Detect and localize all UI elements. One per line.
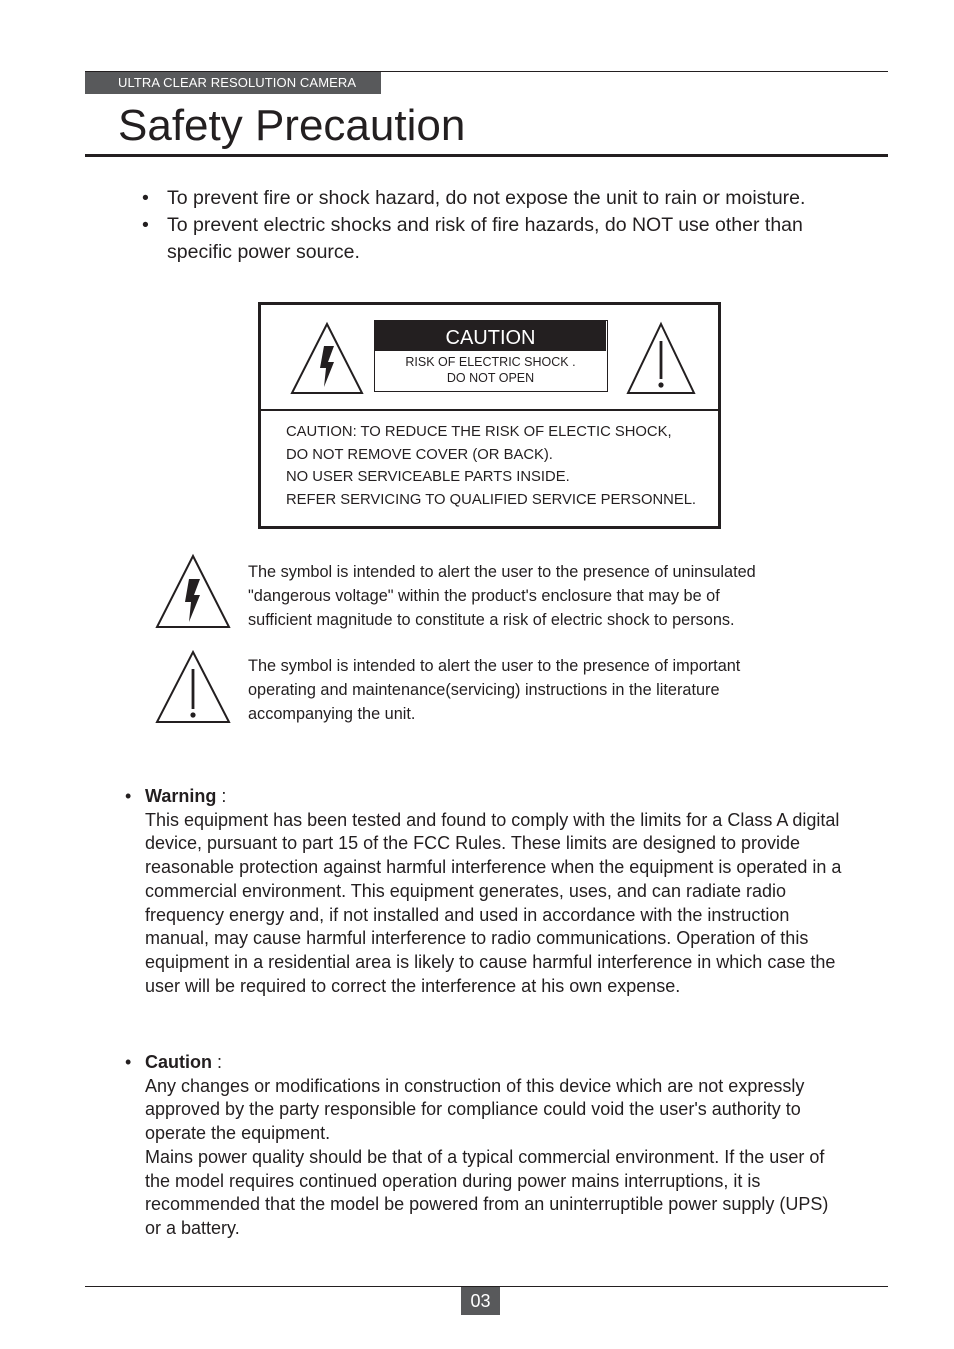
warning-heading-colon: : (216, 786, 227, 806)
warning-body (125, 809, 845, 999)
caution-line: CAUTION: TO REDUCE THE RISK OF ELECTIC SHOCK, (286, 424, 672, 440)
caution-heading-colon: : (212, 1052, 223, 1072)
caution-label (374, 320, 608, 392)
caution-paragraph: Mains power quality should be that of a typical commercial environment. If the user of the model requires continued operation during power mains interruptions, it is recommended that the model be powered from an uninterruptible power supply (UPS) or a battery. (145, 1146, 829, 1238)
caution-box-divider (261, 409, 718, 411)
warning-heading (125, 785, 845, 809)
symbol-line: "dangerous voltage" within the product's enclosure that may be of (248, 587, 720, 605)
intro-list (146, 185, 866, 266)
exclamation-warning-icon (625, 321, 697, 396)
caution-label-subtitle (375, 355, 606, 386)
caution-label-line: RISK OF ELECTRIC SHOCK . (405, 355, 576, 369)
lightning-warning-icon (154, 553, 232, 631)
page-title: Safety Precaution (118, 101, 466, 150)
caution-label-title: CAUTION (375, 321, 606, 351)
warning-section (125, 785, 845, 998)
symbol-line: operating and maintenance(servicing) instructions in the literature (248, 681, 720, 699)
symbol-line: accompanying the unit. (248, 705, 416, 723)
intro-bullet: • To prevent fire or shock hazard, do not expose the unit to rain or moisture. (146, 185, 866, 212)
title-rule (85, 154, 888, 157)
caution-body (125, 1075, 845, 1241)
warning-heading-label: Warning (145, 786, 217, 806)
caution-section (125, 1051, 845, 1241)
symbol-line: The symbol is intended to alert the user to the presence of uninsulated (248, 563, 756, 581)
symbol-description (248, 654, 828, 726)
caution-line: REFER SERVICING TO QUALIFIED SERVICE PERSONNEL. (286, 492, 697, 509)
caution-label-line: DO NOT OPEN (446, 370, 535, 385)
lightning-warning-icon (289, 321, 365, 396)
intro-bullet: • To prevent electric shocks and risk of fire hazards, do NOT use other than specific power source. (146, 212, 866, 266)
caution-line: NO USER SERVICEABLE PARTS INSIDE. (286, 469, 570, 486)
caution-label-box (258, 302, 721, 529)
page-number: 03 (461, 1287, 500, 1315)
caution-heading (125, 1051, 845, 1075)
caution-box-text (286, 421, 716, 512)
caution-line: DO NOT REMOVE COVER (OR BACK). (286, 446, 553, 463)
exclamation-warning-icon (154, 649, 232, 725)
symbol-line: The symbol is intended to alert the user to the presence of important (248, 657, 741, 675)
header-tab: ULTRA CLEAR RESOLUTION CAMERA (85, 72, 381, 94)
symbol-description (248, 560, 828, 632)
caution-paragraph: Any changes or modifications in construction of this device which are not expressly approved by the party responsible for compliance could void the user's authority to operate the equipment. (145, 1075, 805, 1144)
caution-heading-label: Caution (145, 1052, 212, 1072)
symbol-line: sufficient magnitude to constitute a risk of electric shock to persons. (248, 611, 735, 629)
warning-paragraph: This equipment has been tested and found to comply with the limits for a Class A digital device, pursuant to part 15 of the FCC Rules. These limits are designed to provide reasonable protection against harmful interference when the equipment is operated in a commercial environment. This equipment generates, uses, and can radiate radio frequency energy and, if not installed and used in accordance with the instruction manual, may cause harmful interference to radio communications. Operation of this equipment in a residential area is likely to cause harmful interference in which case the user will be required to correct the interference at his own expense. (145, 809, 842, 996)
